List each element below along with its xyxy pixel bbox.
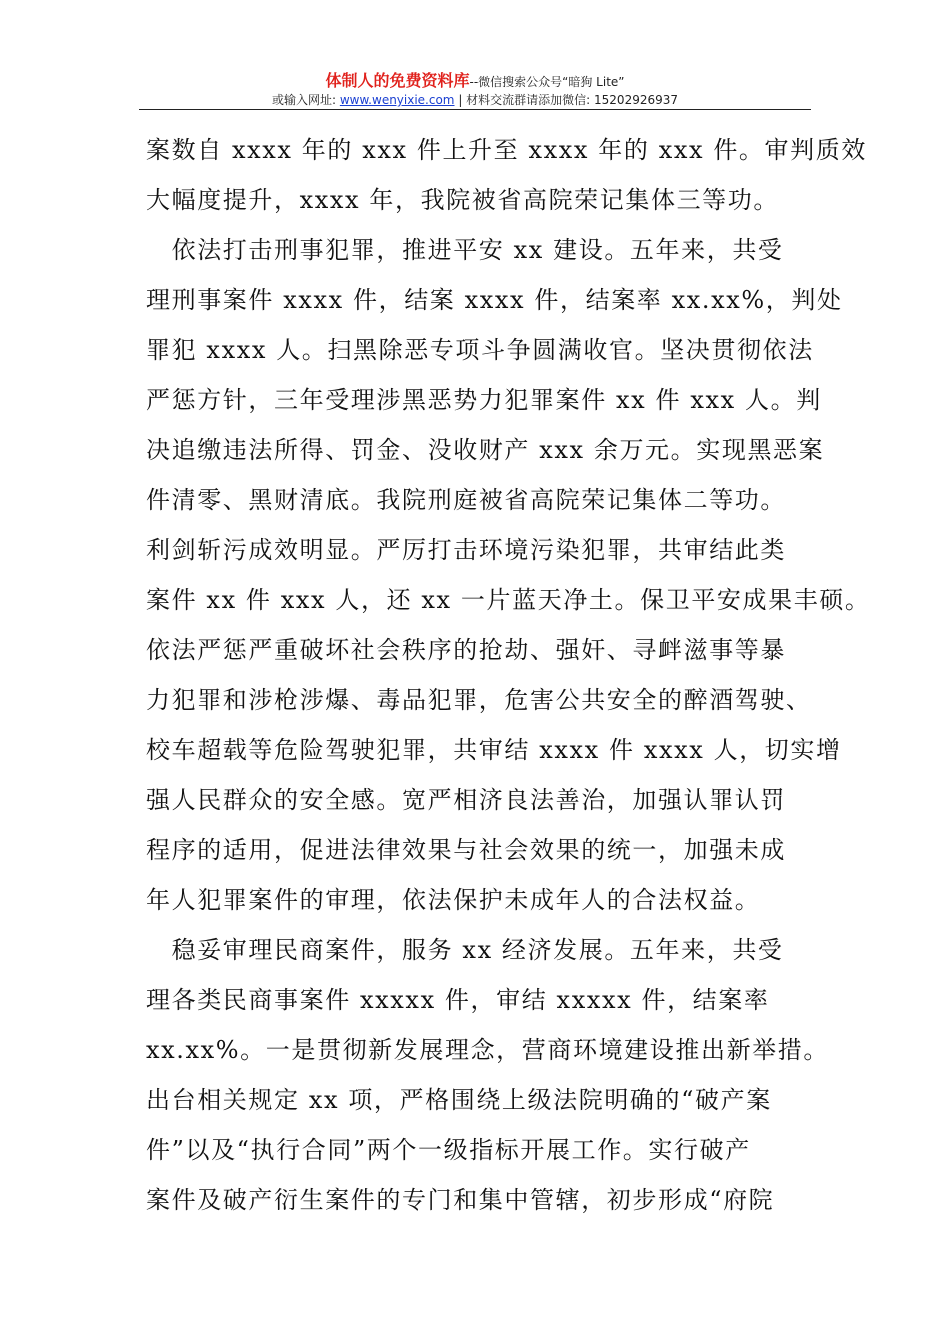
header-line-1 [139,72,811,91]
header-divider [139,109,811,110]
page-header [139,72,811,109]
body-line: 决追缴违法所得、罚金、没收财产 xxx 余万元。实现黑恶案 [146,436,825,464]
body-line: 利剑斩污成效明显。严厉打击环境污染犯罪，共审结此类 [146,536,786,564]
body-line: 案件 xx 件 xxx 人，还 xx 一片蓝天净土。保卫平安成果丰硕。 [146,586,871,614]
url-label: 或输入网址: [271,93,340,107]
body-line: 依法严惩严重破坏社会秩序的抢劫、强奸、寻衅滋事等暴 [146,636,786,664]
website-link[interactable]: www.wenyixie.com [339,93,455,107]
body-line: 强人民群众的安全感。宽严相济良法善治，加强认罪认罚 [146,786,786,814]
body-line: 稳妥审理民商案件，服务 xx 经济发展。五年来，共受 [146,936,784,964]
body-line: 案件及破产衍生案件的专门和集中管辖，初步形成“府院 [146,1186,775,1214]
body-line: 严惩方针，三年受理涉黑恶势力犯罪案件 xx 件 xxx 人。判 [146,386,822,414]
contact-info: | 材料交流群请添加微信: 15202926937 [454,93,679,107]
body-line: 力犯罪和涉枪涉爆、毒品犯罪，危害公共安全的醉酒驾驶、 [146,686,812,714]
body-line: 件”以及“执行合同”两个一级指标开展工作。实行破产 [146,1136,751,1164]
brand-name: 体制人的免费资料库 [325,71,470,90]
body-line: xx.xx%。一是贯彻新发展理念，营商环境建设推出新举措。 [146,1036,829,1064]
body-line: 校车超载等危险驾驶犯罪，共审结 xxxx 件 xxxx 人，切实增 [146,736,842,764]
body-line: 案数自 xxxx 年的 xxx 件上升至 xxxx 年的 xxx 件。审判质效 [146,136,867,164]
body-line: 大幅度提升，xxxx 年，我院被省高院荣记集体三等功。 [146,186,779,214]
header-slogan: --微信搜索公众号“暗狗 Lite” [469,75,625,89]
body-line: 年人犯罪案件的审理，依法保护未成年人的合法权益。 [146,886,761,914]
body-line: 依法打击刑事犯罪，推进平安 xx 建设。五年来，共受 [146,236,784,264]
body-line: 罪犯 xxxx 人。扫黑除恶专项斗争圆满收官。坚决贯彻依法 [146,336,814,364]
body-line: 件清零、黑财清底。我院刑庭被省高院荣记集体二等功。 [146,486,786,514]
body-line: 出台相关规定 xx 项，严格围绕上级法院明确的“破产案 [146,1086,772,1114]
header-line-2 [139,91,811,109]
body-line: 理各类民商事案件 xxxxx 件，审结 xxxxx 件，结案率 [146,986,770,1014]
body-line: 程序的适用，促进法律效果与社会效果的统一，加强未成 [146,836,786,864]
body-line: 理刑事案件 xxxx 件，结案 xxxx 件，结案率 xx.xx%，判处 [146,286,843,314]
